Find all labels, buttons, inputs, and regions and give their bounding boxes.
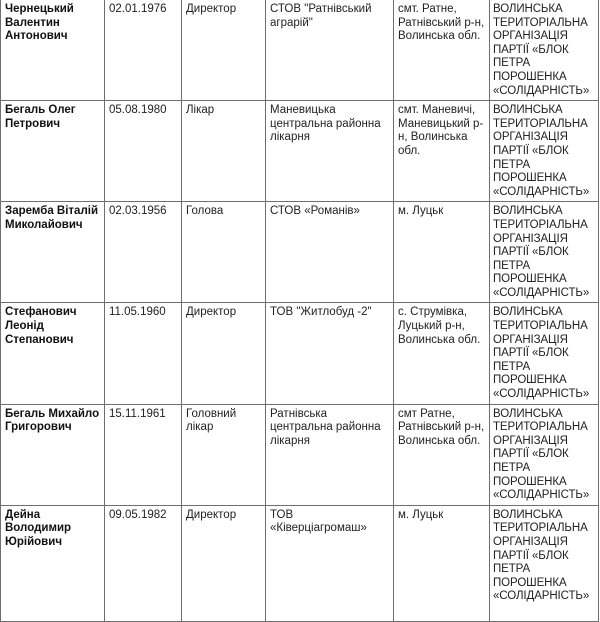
birth-date: 05.08.1980 bbox=[105, 101, 182, 202]
candidate-name: Дейна Володимир Юрійович bbox=[1, 505, 105, 621]
candidate-name: Стефанович Леонід Степанович bbox=[1, 303, 105, 404]
candidate-name: Бегаль Олег Петрович bbox=[1, 101, 105, 202]
table-row bbox=[1, 101, 599, 202]
table-row bbox=[1, 505, 599, 621]
birth-date: 15.11.1961 bbox=[105, 404, 182, 505]
position: Голова bbox=[182, 202, 266, 303]
residence: смт Ратне, Ратнівський р-н, Волинська обл. bbox=[394, 404, 490, 505]
nominating-party: ВОЛИНСЬКА ТЕРИТОРІАЛЬНА ОРГАНІЗАЦІЯ ПАРТІЇ «БЛОК ПЕТРА ПОРОШЕНКА «СОЛІДАРНІСТЬ» bbox=[490, 404, 599, 505]
workplace: ТОВ "Житлобуд -2" bbox=[266, 303, 394, 404]
table-row bbox=[1, 404, 599, 505]
workplace: СТОВ «Романів» bbox=[266, 202, 394, 303]
workplace: Маневицька центральна районна лікарня bbox=[266, 101, 394, 202]
birth-date: 02.03.1956 bbox=[105, 202, 182, 303]
nominating-party: ВОЛИНСЬКА ТЕРИТОРІАЛЬНА ОРГАНІЗАЦІЯ ПАРТІЇ «БЛОК ПЕТРА ПОРОШЕНКА «СОЛІДАРНІСТЬ» bbox=[490, 202, 599, 303]
nominating-party: ВОЛИНСЬКА ТЕРИТОРІАЛЬНА ОРГАНІЗАЦІЯ ПАРТІЇ «БЛОК ПЕТРА ПОРОШЕНКА «СОЛІДАРНІСТЬ» bbox=[490, 505, 599, 621]
table-row bbox=[1, 303, 599, 404]
nominating-party: ВОЛИНСЬКА ТЕРИТОРІАЛЬНА ОРГАНІЗАЦІЯ ПАРТІЇ «БЛОК ПЕТРА ПОРОШЕНКА «СОЛІДАРНІСТЬ» bbox=[490, 0, 599, 101]
candidate-name: Бегаль Михайло Григорович bbox=[1, 404, 105, 505]
residence: м. Луцьк bbox=[394, 202, 490, 303]
nominating-party: ВОЛИНСЬКА ТЕРИТОРІАЛЬНА ОРГАНІЗАЦІЯ ПАРТІЇ «БЛОК ПЕТРА ПОРОШЕНКА «СОЛІДАРНІСТЬ» bbox=[490, 303, 599, 404]
position: Директор bbox=[182, 303, 266, 404]
position: Лікар bbox=[182, 101, 266, 202]
workplace: Ратнівська центральна районна лікарня bbox=[266, 404, 394, 505]
workplace: ТОВ «Ківерціагромаш» bbox=[266, 505, 394, 621]
position: Директор bbox=[182, 0, 266, 101]
residence: с. Струмівка, Луцький р-н, Волинська обл. bbox=[394, 303, 490, 404]
candidate-name: Чернецький Валентин Антонович bbox=[1, 0, 105, 101]
position: Директор bbox=[182, 505, 266, 621]
birth-date: 02.01.1976 bbox=[105, 0, 182, 101]
table-row bbox=[1, 0, 599, 101]
residence: смт. Маневичі, Маневицький р-н, Волинська обл. bbox=[394, 101, 490, 202]
candidate-name: Заремба Віталій Миколайович bbox=[1, 202, 105, 303]
position: Головний лікар bbox=[182, 404, 266, 505]
birth-date: 09.05.1982 bbox=[105, 505, 182, 621]
workplace: СТОВ "Ратнівський аграрій" bbox=[266, 0, 394, 101]
nominating-party: ВОЛИНСЬКА ТЕРИТОРІАЛЬНА ОРГАНІЗАЦІЯ ПАРТІЇ «БЛОК ПЕТРА ПОРОШЕНКА «СОЛІДАРНІСТЬ» bbox=[490, 101, 599, 202]
residence: м. Луцьк bbox=[394, 505, 490, 621]
residence: смт. Ратне, Ратнівський р-н, Волинська обл. bbox=[394, 0, 490, 101]
birth-date: 11.05.1960 bbox=[105, 303, 182, 404]
candidates-table-body bbox=[1, 0, 599, 621]
table-row bbox=[1, 202, 599, 303]
